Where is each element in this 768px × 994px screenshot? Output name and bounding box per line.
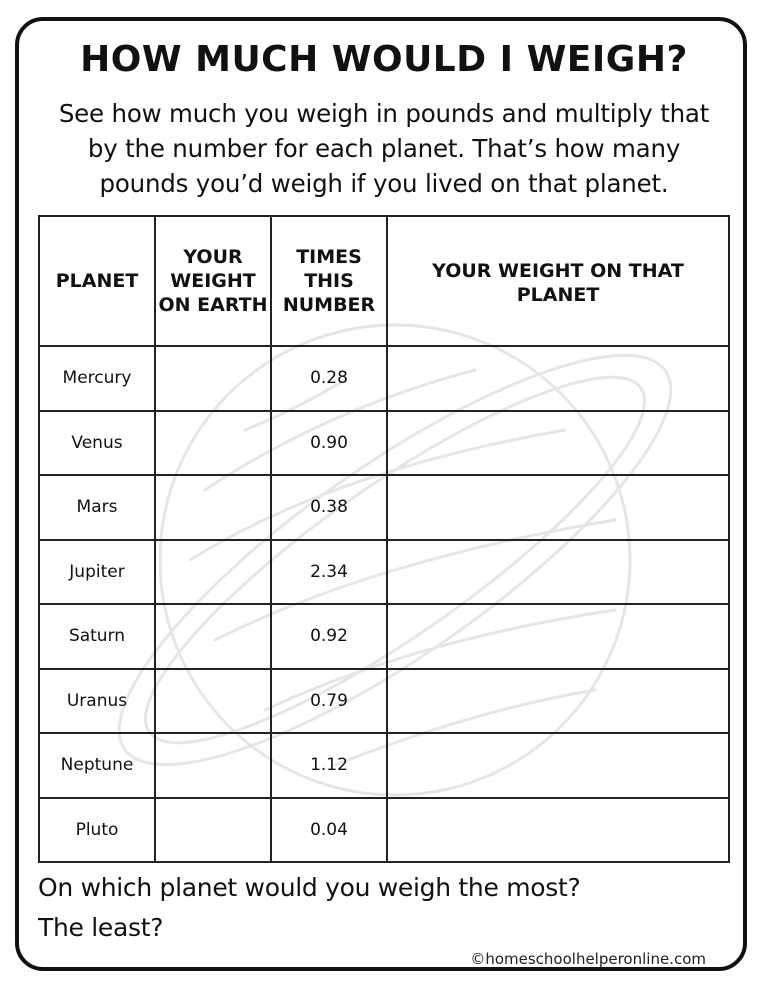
planet-weight-cell[interactable] — [387, 669, 729, 734]
reflection-questions — [38, 868, 580, 948]
planet-weight-cell[interactable] — [387, 798, 729, 863]
planet-weight-cell[interactable] — [387, 604, 729, 669]
multiplier-cell: 0.04 — [271, 798, 387, 863]
planet-name-cell: Uranus — [39, 669, 155, 734]
table-header-row — [39, 216, 729, 346]
planet-name-cell: Neptune — [39, 733, 155, 798]
planet-name-cell: Mars — [39, 475, 155, 540]
earth-weight-cell[interactable] — [155, 604, 271, 669]
table-row — [39, 733, 729, 798]
multiplier-cell: 0.90 — [271, 411, 387, 476]
planet-weight-cell[interactable] — [387, 733, 729, 798]
planet-name-cell: Jupiter — [39, 540, 155, 605]
earth-weight-cell[interactable] — [155, 346, 271, 411]
table-row — [39, 411, 729, 476]
table-row — [39, 346, 729, 411]
multiplier-cell: 0.79 — [271, 669, 387, 734]
planet-weight-cell[interactable] — [387, 411, 729, 476]
planet-name-cell: Mercury — [39, 346, 155, 411]
header-earth-weight: YOUR WEIGHT ON EARTH — [155, 216, 271, 346]
planet-name-cell: Venus — [39, 411, 155, 476]
table-row — [39, 669, 729, 734]
planet-weight-cell[interactable] — [387, 475, 729, 540]
copyright-notice: ©homeschoolhelperonline.com — [470, 950, 706, 968]
header-planet-weight: YOUR WEIGHT ON THAT PLANET — [387, 216, 729, 346]
earth-weight-cell[interactable] — [155, 411, 271, 476]
multiplier-cell: 1.12 — [271, 733, 387, 798]
page-title: HOW MUCH WOULD I WEIGH? — [80, 39, 688, 80]
header-multiplier: TIMES THIS NUMBER — [271, 216, 387, 346]
multiplier-cell: 2.34 — [271, 540, 387, 605]
question-most: On which planet would you weigh the most? — [38, 873, 581, 902]
earth-weight-cell[interactable] — [155, 798, 271, 863]
planet-weight-cell[interactable] — [387, 540, 729, 605]
instructions-line: pounds you’d weigh if you lived on that planet. — [99, 169, 669, 198]
table-row — [39, 540, 729, 605]
multiplier-cell: 0.92 — [271, 604, 387, 669]
header-planet: PLANET — [39, 216, 155, 346]
planet-name-cell: Saturn — [39, 604, 155, 669]
earth-weight-cell[interactable] — [155, 733, 271, 798]
multiplier-cell: 0.28 — [271, 346, 387, 411]
multiplier-cell: 0.38 — [271, 475, 387, 540]
earth-weight-cell[interactable] — [155, 540, 271, 605]
table-row — [39, 798, 729, 863]
instructions — [22, 96, 746, 201]
instructions-line: See how much you weigh in pounds and multiply that — [58, 99, 710, 128]
earth-weight-cell[interactable] — [155, 669, 271, 734]
planet-name-cell: Pluto — [39, 798, 155, 863]
planet-weight-table — [38, 215, 730, 863]
instructions-line: by the number for each planet. That’s how many — [87, 134, 681, 163]
table-row — [39, 604, 729, 669]
table-row — [39, 475, 729, 540]
planet-weight-cell[interactable] — [387, 346, 729, 411]
earth-weight-cell[interactable] — [155, 475, 271, 540]
question-least: The least? — [38, 913, 164, 942]
